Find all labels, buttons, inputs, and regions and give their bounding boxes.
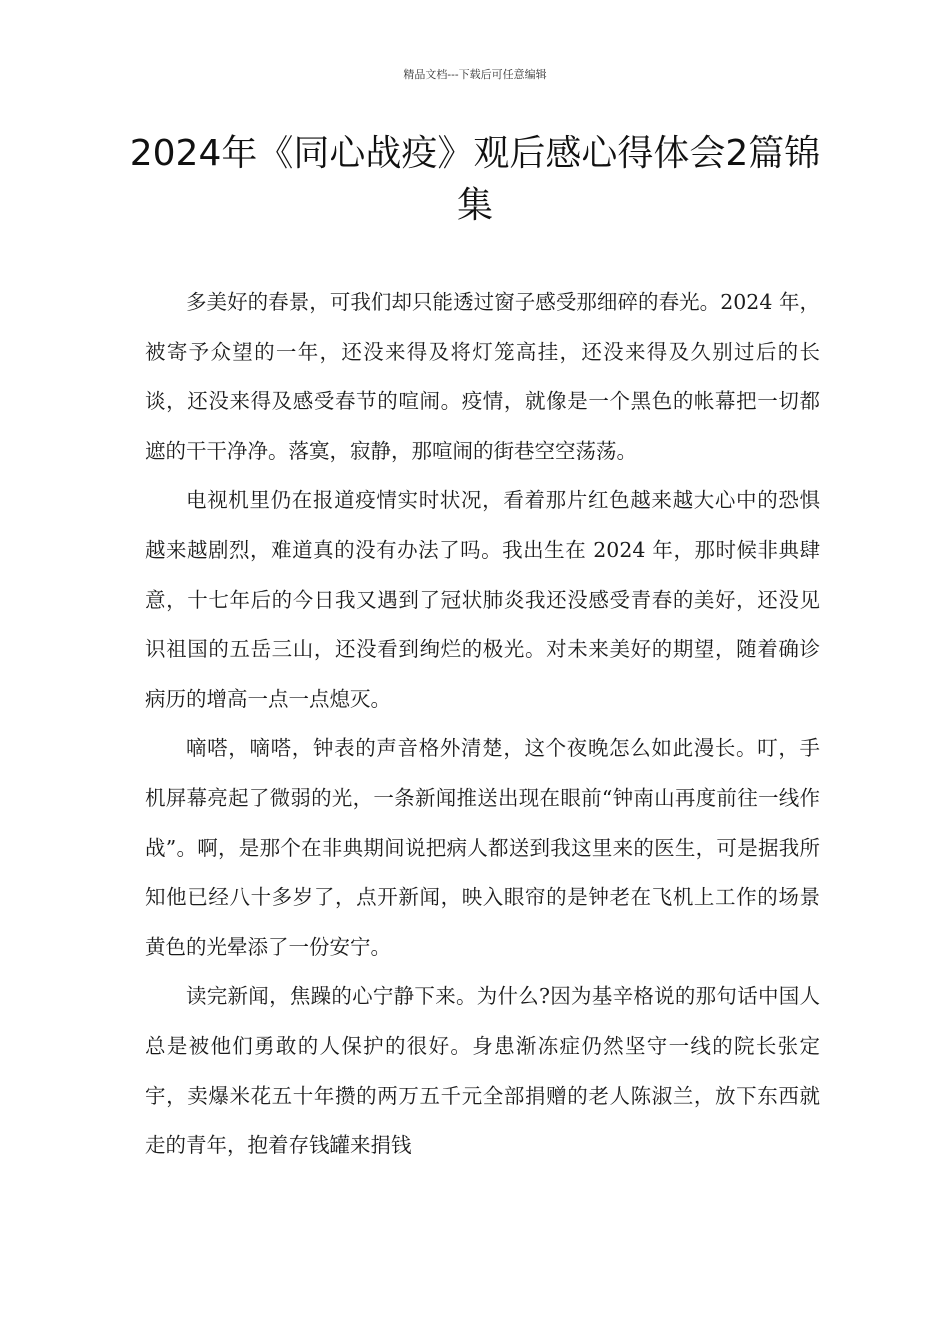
document-title: 2024年《同心战疫》观后感心得体会2篇锦集 bbox=[129, 133, 821, 226]
paragraph-2: 电视机里仍在报道疫情实时状况，看着那片红色越来越大心中的恐惧越来越剧烈，难道真的没有办法了吗。我出生在 2024 年，那时候非典肆意，十七年后的今日我又遇到了冠状肺炎我还没感受青春的美好，还没见识祖国的五岳三山，还没看到绚烂的极光。对未来美好的期望，随着确诊病历的增高一点一点熄灭。 bbox=[145, 488, 820, 711]
header-note: 精品文档---下载后可任意编辑 bbox=[403, 68, 547, 81]
paragraph-3: 嘀嗒，嘀嗒，钟表的声音格外清楚，这个夜晚怎么如此漫长。叮，手机屏幕亮起了微弱的光，一条新闻推送出现在眼前“钟南山再度前往一线作战”。啊，是那个在非典期间说把病人都送到我这里来的医生，可是据我所知他已经八十多岁了，点开新闻，映入眼帘的是钟老在飞机上工作的场景黄色的光晕添了一份安宁。 bbox=[145, 736, 820, 959]
paragraph-4: 读完新闻，焦躁的心宁静下来。为什么?因为基辛格说的那句话中国人总是被他们勇敢的人保护的很好。身患渐冻症仍然坚守一线的院长张定宇，卖爆米花五十年攒的两万五千元全部捐赠的老人陈淑兰，放下东西就走的青年，抱着存钱罐来捐钱 bbox=[145, 984, 820, 1158]
document-body bbox=[145, 278, 820, 1171]
paragraph-1: 多美好的春景，可我们却只能透过窗子感受那细碎的春光。2024 年，被寄予众望的一年，还没来得及将灯笼高挂，还没来得及久别过后的长谈，还没来得及感受春节的喧闹。疫情，就像是一个黑色的帐幕把一切都遮的干干净净。落寞，寂静，那喧闹的街巷空空荡荡。 bbox=[145, 290, 820, 463]
